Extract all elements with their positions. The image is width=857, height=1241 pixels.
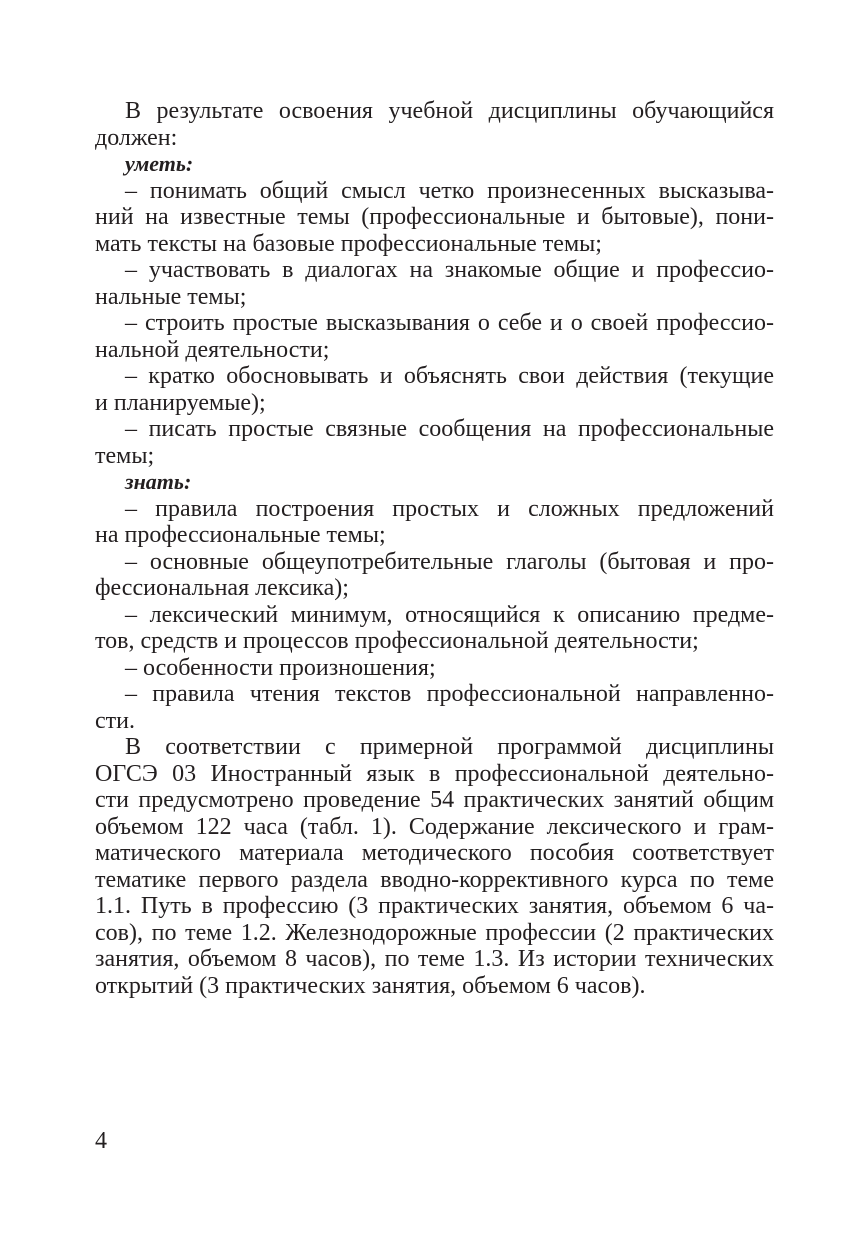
text-line: – писать простые связные сообщения на профессиональные [125, 416, 774, 442]
text-line: – правила построения простых и сложных предложений [125, 495, 774, 522]
text-line: должен: [95, 124, 178, 151]
text-line: мать тексты на базовые профессиональные темы; [95, 230, 602, 257]
text-line: фессиональная лексика); [95, 575, 349, 601]
text-line: – особенности произношения; [125, 654, 436, 681]
text-line: – участвовать в диалогах на знакомые общие и профессио- [125, 257, 774, 283]
body-text [95, 98, 774, 999]
text-line: матического материала методического пособия соответствует [95, 840, 774, 866]
text-line: ОГСЭ 03 Иностранный язык в профессиональной деятельно- [95, 760, 774, 787]
section-heading: уметь: [125, 151, 194, 176]
text-line: – основные общеупотребительные глаголы (бытовая и про- [125, 548, 774, 575]
text-line: – строить простые высказывания о себе и о своей профессио- [125, 310, 774, 336]
text-line: сти. [95, 707, 135, 734]
text-line: нальной деятельности; [95, 336, 330, 363]
text-line: – правила чтения текстов профессиональной направленно- [125, 681, 774, 707]
text-line: 1.1. Путь в профессию (3 практических занятия, объемом 6 ча- [95, 893, 774, 919]
text-line: – кратко обосновывать и объяснять свои действия (текущие [125, 363, 774, 389]
text-line: В соответствии с примерной программой дисциплины [125, 734, 774, 760]
text-line: занятия, объемом 8 часов), по теме 1.3. Из истории технических [95, 946, 774, 972]
text-line: на профессиональные темы; [95, 522, 386, 548]
text-line: сти предусмотрено проведение 54 практических занятий общим [95, 787, 774, 813]
text-line: темы; [95, 442, 155, 469]
text-line: – понимать общий смысл четко произнесенных высказыва- [125, 177, 774, 204]
text-line: сов), по теме 1.2. Железнодорожные профессии (2 практических [95, 919, 774, 946]
section-heading: знать: [125, 469, 192, 494]
text-line: нальные темы; [95, 283, 247, 310]
text-line: – лексический минимум, относящийся к описанию предме- [125, 601, 774, 628]
text-line: тов, средств и процессов профессиональной деятельности; [95, 628, 699, 654]
text-line: открытий (3 практических занятия, объемом 6 часов). [95, 972, 646, 999]
text-line: объемом 122 часа (табл. 1). Содержание лексического и грам- [95, 813, 774, 840]
text-line: В результате освоения учебной дисциплины обучающийся [125, 98, 774, 124]
text-line: ний на известные темы (профессиональные и бытовые), пони- [95, 204, 774, 230]
page-number: 4 [95, 1128, 107, 1154]
text-line: и планируемые); [95, 389, 266, 416]
text-line: тематике первого раздела вводно-коррективного курса по теме [95, 866, 774, 893]
